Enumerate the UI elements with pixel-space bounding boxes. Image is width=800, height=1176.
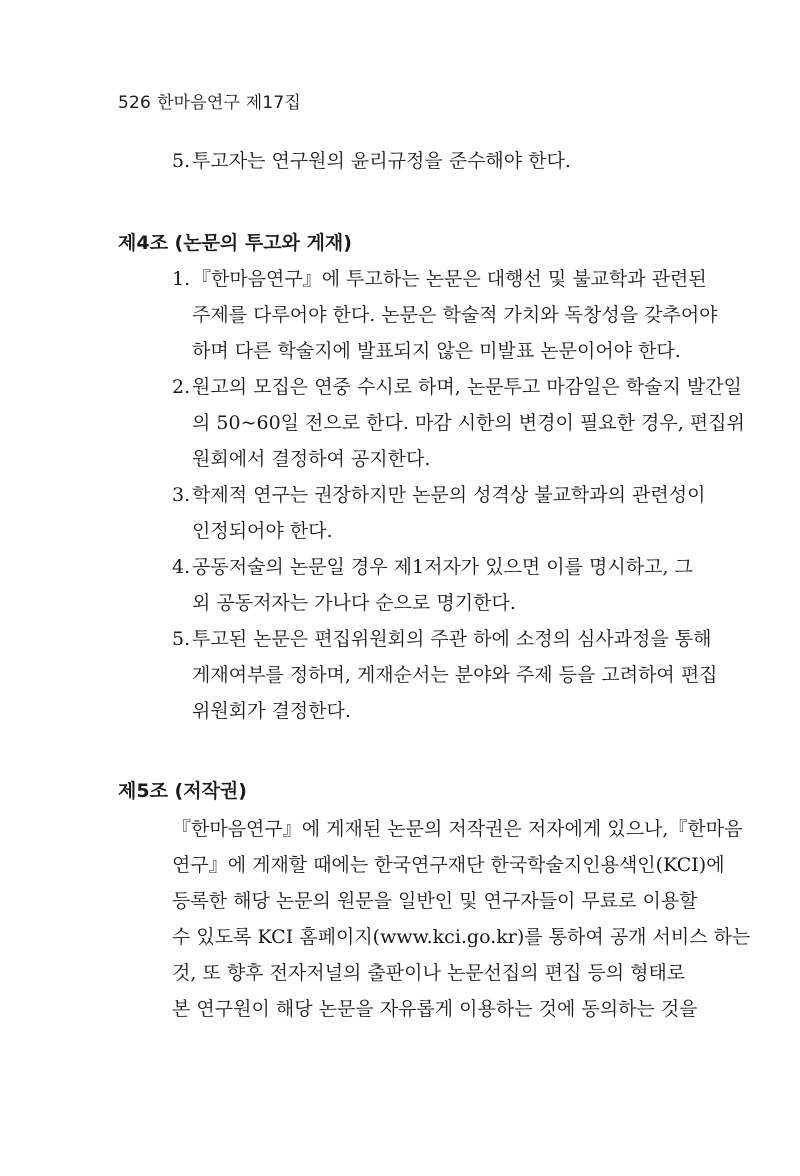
item-line: 투고된 논문은 편집위원회의 주관 하에 소정의 심사과정을 통해 [192,628,712,650]
item-number: 1. [172,268,191,290]
item-line: 공동저술의 논문일 경우 제1저자가 있으면 이를 명시하고, 그 [192,556,693,578]
article5-heading: 제5조 (저작권) [118,780,247,802]
item-line: 학제적 연구는 권장하지만 논문의 성격상 불교학과의 관련성이 [192,484,706,506]
article4-item-1 [172,266,707,292]
article4-item-2-line-3 [192,446,430,472]
item-number: 5. [172,628,191,650]
item-number: 3. [172,484,191,506]
article5-line-6 [172,996,698,1022]
body-line: 등록한 해당 논문의 원문을 일반인 및 연구자들이 무료로 이용할 [172,890,698,912]
article5-line-2 [172,852,725,878]
item-line: 외 공동저자는 가나다 순으로 명기한다. [192,592,516,614]
article4-item-5-line-3 [192,698,351,724]
body-line: 것, 또 향후 전자저널의 출판이나 논문선집의 편집 등의 형태로 [172,962,686,984]
item-line: 원고의 모집은 연중 수시로 하며, 논문투고 마감일은 학술지 발간일 [192,376,742,398]
item-line: 인정되어야 한다. [192,520,333,542]
page-number: 526 [118,93,152,113]
journal-title: 한마음연구 제17집 [157,93,302,113]
article4-item-5-line-2 [192,662,718,688]
article4-heading: 제4조 (논문의 투고와 게재) [118,232,352,254]
item-line: 주제를 다루어야 한다. 논문은 학술적 가치와 독창성을 갖추어야 [192,304,718,326]
article4-item-3 [172,482,705,508]
item-line: 의 50~60일 전으로 한다. 마감 시한의 변경이 필요한 경우, 편집위 [192,412,745,434]
item-line: 원회에서 결정하여 공지한다. [192,448,431,470]
article4-item-5 [172,626,711,652]
article5-line-3 [172,888,698,914]
body-line: 수 있도록 KCI 홈페이지(www.kci.go.kr)를 통하여 공개 서비스 하는 [172,926,751,948]
body-line: 본 연구원이 해당 논문을 자유롭게 이용하는 것에 동의하는 것을 [172,998,698,1020]
item-text: 투고자는 연구원의 윤리규정을 준수해야 한다. [192,150,571,172]
body-line: 연구』에 게재할 때에는 한국연구재단 한국학술지인용색인(KCI)에 [172,854,725,876]
item-number: 2. [172,376,191,398]
article4-item-2-line-2 [192,410,745,436]
item-line: 게재여부를 정하며, 게재순서는 분야와 주제 등을 고려하여 편집 [192,664,718,686]
article4-item-1-line-3 [192,338,681,364]
item-line: 하며 다른 학술지에 발표되지 않은 미발표 논문이어야 한다. [192,340,681,362]
body-line: 『한마음연구』에 게재된 논문의 저작권은 저자에게 있으나,『한마음 [172,818,743,840]
running-head [118,88,301,113]
article4-item-4 [172,554,693,580]
article4-item-2 [172,374,742,400]
item-line: 『한마음연구』에 투고하는 논문은 대행선 및 불교학과 관련된 [192,268,707,290]
item-line: 위원회가 결정한다. [192,700,351,722]
item-number: 4. [172,556,191,578]
article5-line-5 [172,960,686,986]
article4-item-4-line-2 [192,590,516,616]
prev-item [172,148,571,174]
article5-line-1 [172,816,743,842]
item-number: 5. [172,150,191,172]
article5-line-4 [172,924,751,950]
article4-item-1-line-2 [192,302,718,328]
article4-item-3-line-2 [192,518,333,544]
